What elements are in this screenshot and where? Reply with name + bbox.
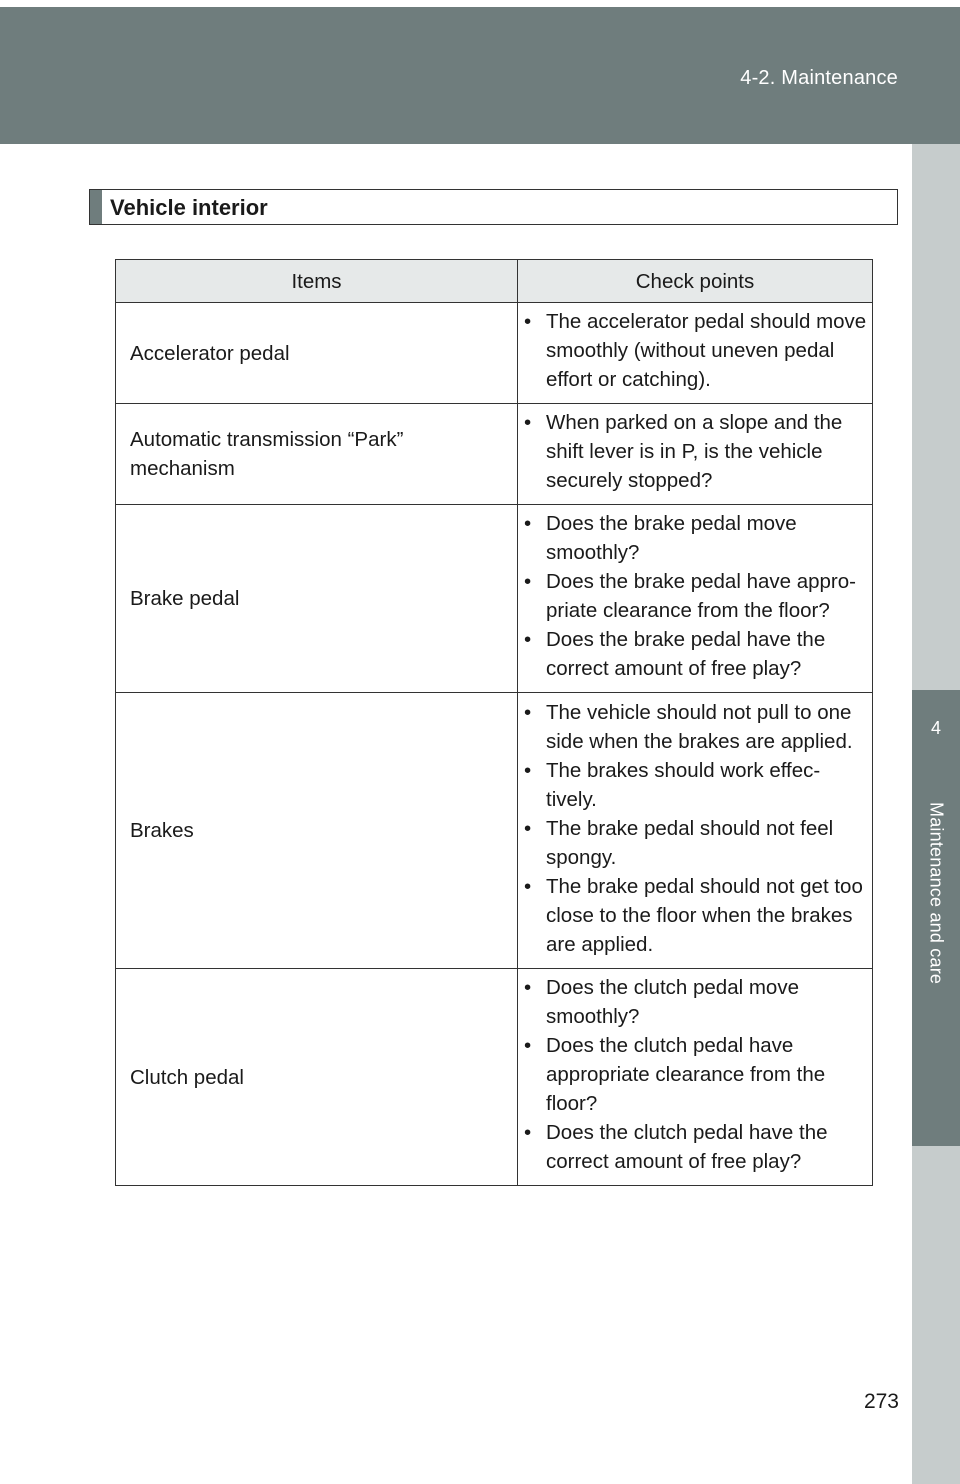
section-title: 4-2. Maintenance xyxy=(740,67,898,89)
page-number: 273 xyxy=(863,1390,899,1413)
check-point xyxy=(524,567,868,625)
bullet-glyph: • xyxy=(524,874,532,898)
item-cell: Accelerator pedal xyxy=(116,303,518,404)
bullet-glyph: • xyxy=(524,976,532,999)
check-cell xyxy=(518,303,873,404)
side-tab-bottom xyxy=(912,1146,960,1484)
check-point xyxy=(524,872,868,959)
check-cell xyxy=(518,505,873,693)
table-row xyxy=(116,303,873,404)
check-cell xyxy=(518,969,873,1186)
check-point xyxy=(524,1031,868,1118)
bullet-glyph: • xyxy=(524,1034,532,1057)
check-point xyxy=(524,814,868,872)
item-cell: Automatic transmission “Park” mechanism xyxy=(116,404,518,505)
check-point-text: The accelerator pedal should move smoothly (without uneven pedal effort or catching). xyxy=(546,310,867,391)
bullet-glyph: • xyxy=(524,512,532,535)
check-point-text: The brake pedal should not get too close to the floor when the brakes are applied. xyxy=(546,874,863,956)
check-cell xyxy=(518,693,873,969)
bullet-glyph: • xyxy=(524,758,532,782)
check-point-text: Does the clutch pedal have the correct amount of free play? xyxy=(546,1121,828,1173)
table-header-row xyxy=(116,260,873,303)
item-cell: Brake pedal xyxy=(116,505,518,693)
bullet-glyph: • xyxy=(524,628,532,651)
check-point-text: Does the clutch pedal move smoothly? xyxy=(546,976,799,1028)
table-row xyxy=(116,404,873,505)
chapter-number: 4 xyxy=(930,718,941,738)
bullet-glyph: • xyxy=(524,411,532,434)
check-point-text: Does the brake pedal have the correct amount of free play? xyxy=(546,628,826,680)
check-point xyxy=(524,1118,868,1176)
check-point xyxy=(524,307,868,394)
check-point xyxy=(524,973,868,1031)
bullet-glyph: • xyxy=(524,310,532,333)
check-cell xyxy=(518,404,873,505)
table-row xyxy=(116,693,873,969)
section-heading-text: Vehicle interior xyxy=(110,195,268,220)
page-header xyxy=(0,7,960,144)
check-point xyxy=(524,698,868,756)
chapter-title: Maintenance and care xyxy=(926,802,947,985)
check-point-text: Does the brake pedal move smoothly? xyxy=(546,512,797,564)
check-point-text: The brakes should work effec-tively. xyxy=(546,758,821,811)
bullet-glyph: • xyxy=(524,570,532,593)
check-point xyxy=(524,408,868,495)
item-cell: Clutch pedal xyxy=(116,969,518,1186)
check-point-text: Does the brake pedal have appro-priate clearance from the floor? xyxy=(546,570,856,622)
side-tab-top xyxy=(912,144,960,690)
table-row xyxy=(116,969,873,1186)
check-point-text: When parked on a slope and the shift lever is in P, is the vehicle securely stopped? xyxy=(546,411,843,492)
heading-accent-bar xyxy=(90,190,102,224)
check-point xyxy=(524,625,868,683)
chapter-side-tab xyxy=(912,690,960,1146)
bullet-glyph: • xyxy=(524,1121,532,1144)
check-point-text: Does the clutch pedal have appropriate clearance from the floor? xyxy=(546,1034,826,1115)
bullet-glyph: • xyxy=(524,700,532,724)
check-point xyxy=(524,756,868,814)
column-header-check-points: Check points xyxy=(518,260,873,303)
item-cell: Brakes xyxy=(116,693,518,969)
bullet-glyph: • xyxy=(524,816,532,840)
table-row xyxy=(116,505,873,693)
check-point xyxy=(524,509,868,567)
check-point-text: The brake pedal should not feel spongy. xyxy=(546,816,834,869)
section-heading xyxy=(89,189,898,225)
check-table xyxy=(115,259,873,1186)
column-header-items: Items xyxy=(116,260,518,303)
check-point-text: The vehicle should not pull to one side when the brakes are applied. xyxy=(546,700,853,753)
